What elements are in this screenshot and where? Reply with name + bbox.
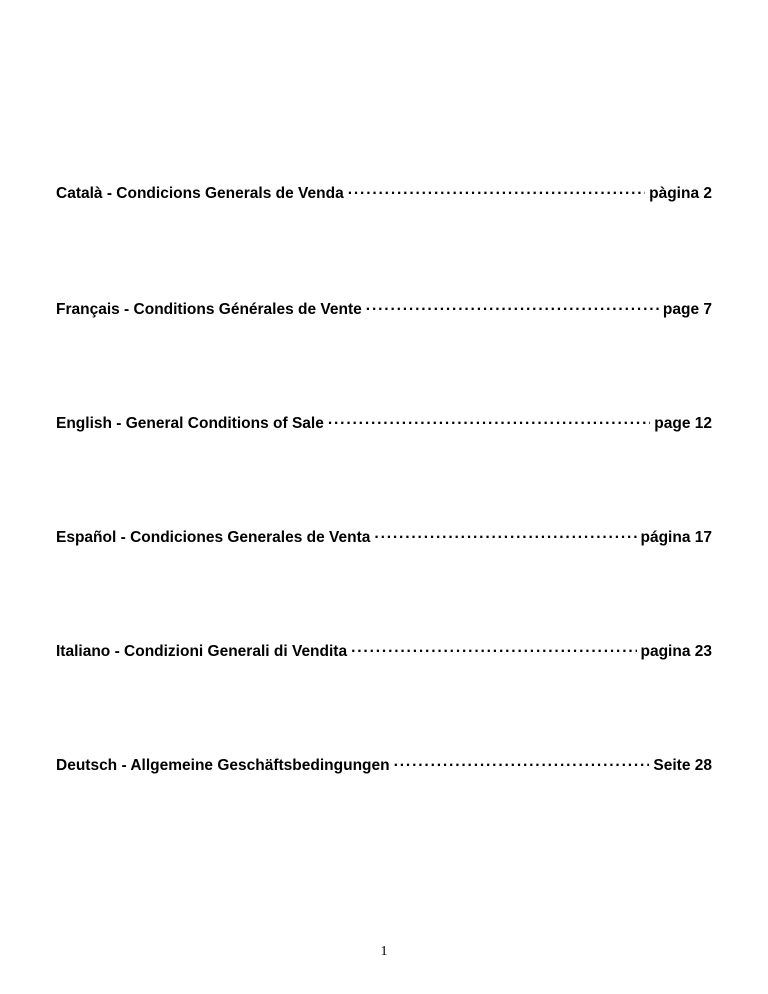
toc-entry-page: Seite 28 [653, 757, 712, 774]
toc-entry-title: Català - Condicions Generals de Venda [56, 185, 344, 202]
dot-leader [351, 642, 636, 662]
dot-leader [366, 300, 659, 320]
toc-entry-page: página 17 [640, 529, 712, 546]
toc-entry-page: pagina 23 [640, 643, 712, 660]
toc-entry-title: Deutsch - Allgemeine Geschäftsbedingungen [56, 757, 390, 774]
dot-leader [374, 528, 636, 548]
toc-entry-title: Español - Condiciones Generales de Venta [56, 529, 371, 546]
page-number: 1 [380, 944, 388, 959]
toc-entry-english[interactable] [56, 414, 712, 434]
toc-entry-catala[interactable] [56, 184, 712, 204]
toc-entry-espanol[interactable] [56, 528, 712, 548]
dot-leader [394, 756, 650, 776]
toc-entry-page: page 7 [662, 301, 712, 318]
toc-entry-francais[interactable] [56, 300, 712, 320]
toc-entry-title: Français - Conditions Générales de Vente [56, 301, 362, 318]
toc-entry-title: Italiano - Condizioni Generali di Vendita [56, 643, 348, 660]
dot-leader [348, 184, 645, 204]
toc-entry-italiano[interactable] [56, 642, 712, 662]
toc-entry-page: page 12 [654, 415, 712, 432]
dot-leader [328, 414, 650, 434]
toc-entry-page: pàgina 2 [649, 185, 712, 202]
toc-entry-title: English - General Conditions of Sale [56, 415, 324, 432]
toc-entry-deutsch[interactable] [56, 756, 712, 776]
